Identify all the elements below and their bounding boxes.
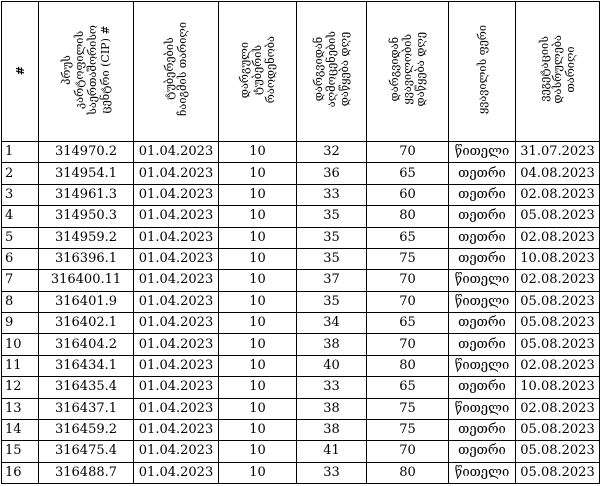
cell-emergence-day: 35 xyxy=(297,227,367,248)
table-row xyxy=(2,313,600,334)
cell-planting-date: 01.04.2023 xyxy=(134,206,219,227)
cell-index: 1 xyxy=(2,142,39,163)
cell-tuber-count: 10 xyxy=(219,227,297,248)
cell-cip-number: 316459.2 xyxy=(39,419,134,440)
cell-flower-color: თეთრი xyxy=(449,419,516,440)
table-row xyxy=(2,334,600,355)
cell-index: 16 xyxy=(2,462,39,483)
cell-flowering-day: 75 xyxy=(367,248,449,269)
cell-index: 11 xyxy=(2,355,39,376)
cell-cip-number: 314950.3 xyxy=(39,206,134,227)
cell-flower-color: თეთრი xyxy=(449,248,516,269)
cell-tuber-count: 10 xyxy=(219,462,297,483)
potato-variety-table xyxy=(1,1,600,484)
cell-emergence-day: 33 xyxy=(297,377,367,398)
cell-flowering-day: 80 xyxy=(367,355,449,376)
cell-vegetation-end: 05.08.2023 xyxy=(516,291,600,312)
table-row xyxy=(2,142,600,163)
cell-index: 7 xyxy=(2,270,39,291)
cell-index: 3 xyxy=(2,184,39,205)
col-header-cip-number: პრუს კარტოფილის საერთაშორისო ცენტრი (CIP) # xyxy=(39,2,134,142)
cell-emergence-day: 40 xyxy=(297,355,367,376)
cell-vegetation-end: 04.08.2023 xyxy=(516,163,600,184)
cell-cip-number: 314961.3 xyxy=(39,184,134,205)
cell-flowering-day: 65 xyxy=(367,163,449,184)
cell-flower-color: წითელი xyxy=(449,462,516,483)
cell-flowering-day: 75 xyxy=(367,398,449,419)
cell-cip-number: 316404.2 xyxy=(39,334,134,355)
table-row xyxy=(2,227,600,248)
cell-index: 4 xyxy=(2,206,39,227)
cell-emergence-day: 33 xyxy=(297,462,367,483)
cell-vegetation-end: 05.08.2023 xyxy=(516,441,600,462)
cell-planting-date: 01.04.2023 xyxy=(134,227,219,248)
cell-emergence-day: 34 xyxy=(297,313,367,334)
cell-emergence-day: 33 xyxy=(297,184,367,205)
cell-planting-date: 01.04.2023 xyxy=(134,377,219,398)
cell-index: 12 xyxy=(2,377,39,398)
cell-vegetation-end: 31.07.2023 xyxy=(516,142,600,163)
cell-tuber-count: 10 xyxy=(219,313,297,334)
cell-cip-number: 314954.1 xyxy=(39,163,134,184)
cell-index: 10 xyxy=(2,334,39,355)
table-row xyxy=(2,270,600,291)
cell-flower-color: წითელი xyxy=(449,142,516,163)
cell-vegetation-end: 10.08.2023 xyxy=(516,248,600,269)
cell-vegetation-end: 02.08.2023 xyxy=(516,270,600,291)
table-row xyxy=(2,419,600,440)
cell-flowering-day: 70 xyxy=(367,291,449,312)
cell-flowering-day: 80 xyxy=(367,462,449,483)
table-row xyxy=(2,163,600,184)
cell-tuber-count: 10 xyxy=(219,377,297,398)
cell-flower-color: წითელი xyxy=(449,398,516,419)
cell-tuber-count: 10 xyxy=(219,419,297,440)
cell-flower-color: წითელი xyxy=(449,355,516,376)
cell-flower-color: წითელი xyxy=(449,270,516,291)
cell-flower-color: თეთრი xyxy=(449,377,516,398)
cell-vegetation-end: 02.08.2023 xyxy=(516,398,600,419)
cell-flower-color: წითელი xyxy=(449,291,516,312)
cell-index: 8 xyxy=(2,291,39,312)
cell-flowering-day: 70 xyxy=(367,441,449,462)
cell-cip-number: 316402.1 xyxy=(39,313,134,334)
cell-planting-date: 01.04.2023 xyxy=(134,355,219,376)
cell-planting-date: 01.04.2023 xyxy=(134,419,219,440)
cell-flowering-day: 70 xyxy=(367,142,449,163)
cell-emergence-day: 41 xyxy=(297,441,367,462)
cell-flowering-day: 70 xyxy=(367,270,449,291)
col-header-planting-date: ტუბერების ჩაიგმის თარიღი xyxy=(134,2,219,142)
cell-flowering-day: 75 xyxy=(367,419,449,440)
cell-emergence-day: 32 xyxy=(297,142,367,163)
cell-tuber-count: 10 xyxy=(219,248,297,269)
cell-vegetation-end: 05.08.2023 xyxy=(516,462,600,483)
table-row xyxy=(2,441,600,462)
table-row xyxy=(2,184,600,205)
cell-flower-color: თეთრი xyxy=(449,184,516,205)
table-row xyxy=(2,377,600,398)
cell-cip-number: 316475.4 xyxy=(39,441,134,462)
cell-emergence-day: 38 xyxy=(297,334,367,355)
cell-vegetation-end: 02.08.2023 xyxy=(516,355,600,376)
cell-cip-number: 316435.4 xyxy=(39,377,134,398)
cell-tuber-count: 10 xyxy=(219,398,297,419)
cell-cip-number: 314959.2 xyxy=(39,227,134,248)
cell-planting-date: 01.04.2023 xyxy=(134,270,219,291)
cell-planting-date: 01.04.2023 xyxy=(134,334,219,355)
cell-vegetation-end: 02.08.2023 xyxy=(516,227,600,248)
table-row xyxy=(2,291,600,312)
table-row xyxy=(2,462,600,483)
cell-tuber-count: 10 xyxy=(219,334,297,355)
cell-emergence-day: 36 xyxy=(297,163,367,184)
cell-flowering-day: 80 xyxy=(367,206,449,227)
cell-flowering-day: 65 xyxy=(367,313,449,334)
cell-vegetation-end: 05.08.2023 xyxy=(516,313,600,334)
cell-index: 15 xyxy=(2,441,39,462)
cell-planting-date: 01.04.2023 xyxy=(134,291,219,312)
cell-planting-date: 01.04.2023 xyxy=(134,163,219,184)
cell-cip-number: 316437.1 xyxy=(39,398,134,419)
table-row xyxy=(2,248,600,269)
cell-flowering-day: 65 xyxy=(367,227,449,248)
cell-flowering-day: 70 xyxy=(367,334,449,355)
cell-planting-date: 01.04.2023 xyxy=(134,313,219,334)
cell-tuber-count: 10 xyxy=(219,163,297,184)
cell-tuber-count: 10 xyxy=(219,206,297,227)
cell-cip-number: 316434.1 xyxy=(39,355,134,376)
col-header-vegetation-end: ვეგეტაციის დასრულება თარიღი xyxy=(516,2,600,142)
cell-tuber-count: 10 xyxy=(219,441,297,462)
cell-index: 9 xyxy=(2,313,39,334)
cell-tuber-count: 10 xyxy=(219,184,297,205)
cell-tuber-count: 10 xyxy=(219,142,297,163)
cell-vegetation-end: 05.08.2023 xyxy=(516,419,600,440)
table-row xyxy=(2,206,600,227)
col-header-flower-color: ყვავილის ფერი xyxy=(449,2,516,142)
cell-emergence-day: 35 xyxy=(297,291,367,312)
cell-index: 6 xyxy=(2,248,39,269)
cell-tuber-count: 10 xyxy=(219,291,297,312)
table-row xyxy=(2,355,600,376)
cell-planting-date: 01.04.2023 xyxy=(134,462,219,483)
cell-vegetation-end: 10.08.2023 xyxy=(516,377,600,398)
cell-flower-color: თეთრი xyxy=(449,313,516,334)
col-header-emergence-day: დარგვიდან აღმოცენების დაწყება დღე xyxy=(297,2,367,142)
cell-vegetation-end: 05.08.2023 xyxy=(516,206,600,227)
cell-index: 2 xyxy=(2,163,39,184)
cell-vegetation-end: 05.08.2023 xyxy=(516,334,600,355)
cell-emergence-day: 37 xyxy=(297,270,367,291)
cell-emergence-day: 38 xyxy=(297,419,367,440)
table-row xyxy=(2,398,600,419)
col-header-index: # xyxy=(2,2,39,142)
cell-planting-date: 01.04.2023 xyxy=(134,248,219,269)
cell-flower-color: თეთრი xyxy=(449,441,516,462)
cell-cip-number: 314970.2 xyxy=(39,142,134,163)
cell-flowering-day: 60 xyxy=(367,184,449,205)
cell-flower-color: თეთრი xyxy=(449,206,516,227)
cell-vegetation-end: 02.08.2023 xyxy=(516,184,600,205)
cell-cip-number: 316400.11 xyxy=(39,270,134,291)
cell-index: 13 xyxy=(2,398,39,419)
cell-index: 14 xyxy=(2,419,39,440)
cell-cip-number: 316488.7 xyxy=(39,462,134,483)
header-row xyxy=(2,2,600,142)
col-header-tuber-count: დარგული ტუბერის რაოდენობა xyxy=(219,2,297,142)
cell-planting-date: 01.04.2023 xyxy=(134,441,219,462)
cell-flower-color: თეთრი xyxy=(449,227,516,248)
col-header-flowering-day: დარგვიდან ყვავილობის დაწყება დღე xyxy=(367,2,449,142)
cell-index: 5 xyxy=(2,227,39,248)
cell-cip-number: 316396.1 xyxy=(39,248,134,269)
cell-tuber-count: 10 xyxy=(219,270,297,291)
cell-planting-date: 01.04.2023 xyxy=(134,142,219,163)
cell-tuber-count: 10 xyxy=(219,355,297,376)
cell-flower-color: თეთრი xyxy=(449,334,516,355)
cell-emergence-day: 35 xyxy=(297,248,367,269)
cell-emergence-day: 38 xyxy=(297,398,367,419)
cell-planting-date: 01.04.2023 xyxy=(134,184,219,205)
cell-planting-date: 01.04.2023 xyxy=(134,398,219,419)
cell-flower-color: თეთრი xyxy=(449,163,516,184)
cell-cip-number: 316401.9 xyxy=(39,291,134,312)
cell-emergence-day: 35 xyxy=(297,206,367,227)
cell-flowering-day: 65 xyxy=(367,377,449,398)
